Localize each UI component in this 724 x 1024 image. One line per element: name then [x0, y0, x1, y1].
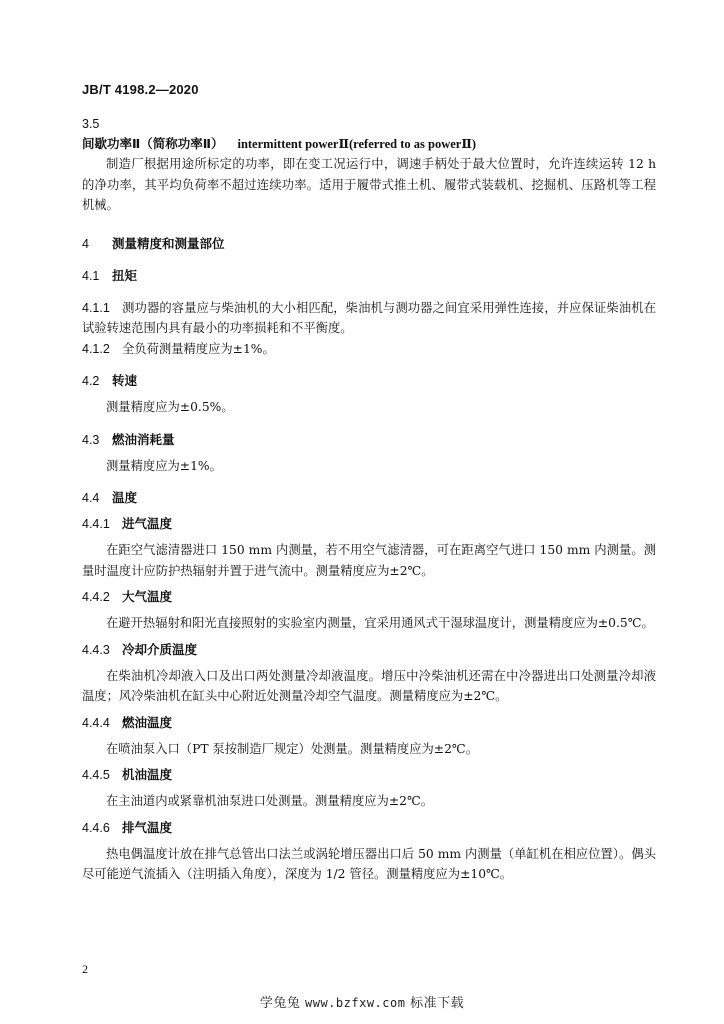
paragraph-4-4-1: 在距空气滤清器进口 150 mm 内测量，若不用空气滤清器，可在距离空气进口 150 mm 内测量。测量时温度计应防护热辐射并置于进气流中。测量精度应为±2℃。	[82, 543, 656, 578]
watermark-footer	[0, 992, 724, 1011]
section-heading-4-4-2: 4.4.2 大气温度	[82, 589, 173, 604]
paragraph-4-1-2: 4.1.2 全负荷测量精度应为±1%。	[82, 341, 275, 356]
page-number: 2	[82, 962, 88, 976]
paragraph-4-1-1: 4.1.1 测功器的容量应与柴油机的大小相匹配，柴油机与测功器之间宜采用弹性连接，并应保证柴油机在试验转速范围内具有最小的功率损耗和不平衡度。	[82, 300, 656, 335]
section-heading-4-4: 4.4 温度	[82, 490, 138, 505]
paragraph-4-4-2: 在避开热辐射和阳光直接照射的实验室内测量，宜采用通风式干湿球温度计，测量精度应为±0.5℃。	[106, 616, 654, 630]
paragraph-4-4-6: 热电偶温度计放在排气总管出口法兰或涡轮增压器出口后 50 mm 内测量（单缸机在相应位置）。偶头尽可能逆气流插入（注明插入角度），深度为 1/2 管径。测量精度应为±10℃。	[82, 846, 656, 881]
paragraph-4-2: 测量精度应为±0.5%。	[106, 400, 234, 414]
section-heading-4: 4 测量精度和测量部位	[82, 235, 225, 251]
footer-url[interactable]: www.bzfxw.com	[305, 996, 406, 1010]
section-heading-4-4-3: 4.4.3 冷却介质温度	[82, 641, 198, 657]
section-heading-4-4-4: 4.4.4 燃油温度	[82, 714, 173, 730]
section-heading-4-4-5: 4.4.5 机油温度	[82, 767, 173, 782]
section-heading-4-1: 4.1 扭矩	[82, 267, 138, 283]
document-body	[82, 114, 656, 885]
document-code: JB/T 4198.2—2020	[82, 82, 199, 97]
term-chinese: 间歇功率Ⅱ（简称功率Ⅱ）	[82, 136, 224, 151]
section-number-3-5: 3.5	[82, 117, 100, 131]
footer-site-name: 学兔兔	[259, 996, 301, 1011]
section-heading-4-4-1: 4.4.1 进气温度	[82, 516, 173, 531]
section-heading-4-2: 4.2 转速	[82, 373, 138, 388]
section-heading-4-4-6: 4.4.6 排气温度	[82, 819, 173, 835]
section-heading-4-3: 4.3 燃油消耗量	[82, 431, 175, 447]
paragraph-4-3: 测量精度应为±1%。	[106, 458, 222, 473]
footer-tagline: 标准下载	[410, 996, 465, 1011]
term-heading	[82, 134, 656, 154]
paragraph-3-5: 制造厂根据用途所标定的功率，即在变工况运行中，调速手柄处于最大位置时，允许连续运转 12 h 的净功率，其平均负荷率不超过连续功率。适用于履带式推土机、履带式装载机、挖掘机、压路机等工程机械。	[82, 157, 656, 212]
term-english: intermittent powerⅡ(referred to as powerⅡ)	[237, 137, 477, 151]
paragraph-4-4-4: 在喷油泵入口（PT 泵按制造厂规定）处测量。测量精度应为±2℃。	[106, 741, 478, 756]
paragraph-4-4-5: 在主油道内或紧靠机油泵进口处测量。测量精度应为±2℃。	[106, 794, 434, 808]
paragraph-4-4-3: 在柴油机冷却液入口及出口两处测量冷却液温度。增压中冷柴油机还需在中冷器进出口处测量冷却液温度；风冷柴油机在缸头中心附近处测量冷却空气温度。测量精度应为±2℃。	[82, 668, 656, 703]
